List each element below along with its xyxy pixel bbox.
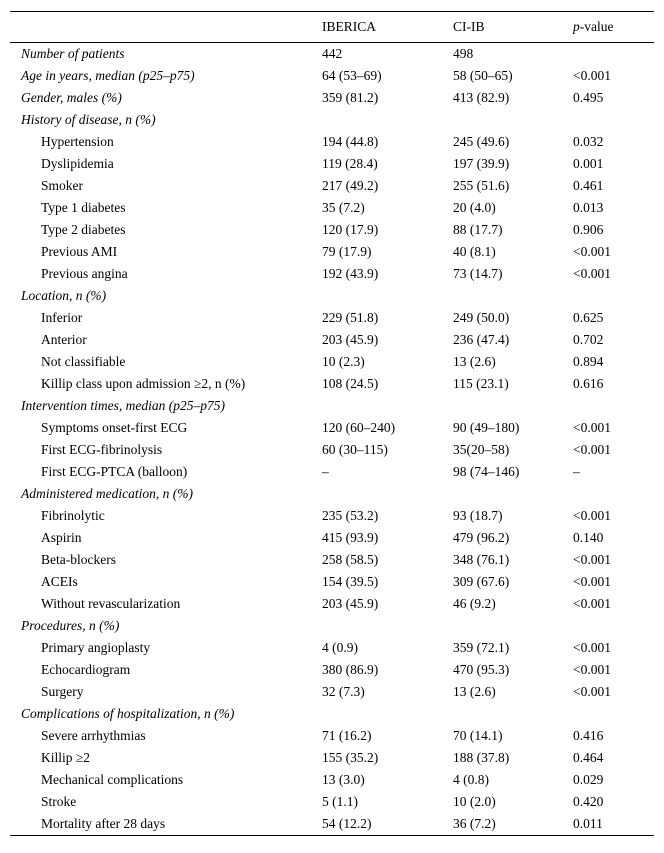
row-label: Anterior <box>41 332 87 347</box>
header-p-italic: p <box>573 19 580 34</box>
cell-iberica: 54 (12.2) <box>322 816 372 831</box>
table-row <box>10 241 654 263</box>
cell-ci-ib: 58 (50–65) <box>453 68 513 83</box>
cell-p-value: – <box>573 464 580 479</box>
cell-iberica: 203 (45.9) <box>322 596 379 611</box>
cell-iberica: 203 (45.9) <box>322 332 379 347</box>
cell-iberica: 229 (51.8) <box>322 310 379 325</box>
cell-p-value: <0.001 <box>573 662 611 677</box>
cell-ci-ib: 255 (51.6) <box>453 178 510 193</box>
cell-p-value: <0.001 <box>573 596 611 611</box>
row-label: Killip class upon admission ≥2, n (%) <box>41 376 246 391</box>
table-row <box>10 703 654 725</box>
table-header <box>10 12 654 43</box>
row-label: Type 1 diabetes <box>41 200 126 215</box>
cell-iberica: 155 (35.2) <box>322 750 379 765</box>
cell-ci-ib: 236 (47.4) <box>453 332 510 347</box>
row-label: Number of patients <box>21 46 125 61</box>
row-label: Without revascularization <box>41 596 181 611</box>
header-p-rest: -value <box>579 19 614 34</box>
cell-p-value: <0.001 <box>573 68 611 83</box>
row-label: Mortality after 28 days <box>41 816 166 831</box>
row-label: Smoker <box>41 178 83 193</box>
cell-ci-ib: 70 (14.1) <box>453 728 503 743</box>
row-label: Not classifiable <box>41 354 126 369</box>
cell-iberica: 192 (43.9) <box>322 266 379 281</box>
row-label: Primary angioplasty <box>41 640 151 655</box>
cell-p-value: <0.001 <box>573 684 611 699</box>
table-row <box>10 285 654 307</box>
cell-ci-ib: 245 (49.6) <box>453 134 510 149</box>
cell-ci-ib: 88 (17.7) <box>453 222 503 237</box>
row-label: ACEIs <box>41 574 78 589</box>
cell-ci-ib: 188 (37.8) <box>453 750 510 765</box>
cell-iberica: 154 (39.5) <box>322 574 379 589</box>
cell-ci-ib: 98 (74–146) <box>453 464 520 479</box>
row-label: Previous angina <box>41 266 128 281</box>
cell-iberica: 79 (17.9) <box>322 244 372 259</box>
table-row <box>10 747 654 769</box>
cell-iberica: 13 (3.0) <box>322 772 365 787</box>
cell-iberica: 120 (60–240) <box>322 420 396 435</box>
cell-p-value: <0.001 <box>573 266 611 281</box>
table-row <box>10 681 654 703</box>
row-label: Killip ≥2 <box>41 750 91 765</box>
cell-iberica: 32 (7.3) <box>322 684 365 699</box>
cell-ci-ib: 90 (49–180) <box>453 420 520 435</box>
cell-iberica: 71 (16.2) <box>322 728 372 743</box>
cell-iberica: 108 (24.5) <box>322 376 379 391</box>
cell-iberica: 235 (53.2) <box>322 508 379 523</box>
row-label: Type 2 diabetes <box>41 222 126 237</box>
cell-ci-ib: 73 (14.7) <box>453 266 503 281</box>
row-label: Beta-blockers <box>41 552 116 567</box>
cell-ci-ib: 10 (2.0) <box>453 794 496 809</box>
row-label: Previous AMI <box>41 244 118 259</box>
table-row <box>10 175 654 197</box>
row-label: First ECG-fibrinolysis <box>41 442 163 457</box>
table-row <box>10 461 654 483</box>
cell-iberica: 380 (86.9) <box>322 662 379 677</box>
cell-ci-ib: 348 (76.1) <box>453 552 510 567</box>
cell-ci-ib: 36 (7.2) <box>453 816 496 831</box>
table-row <box>10 615 654 637</box>
header-p-value <box>573 12 613 42</box>
header-iberica: IBERICA <box>322 19 376 34</box>
cell-iberica: 35 (7.2) <box>322 200 365 215</box>
cell-ci-ib: 40 (8.1) <box>453 244 496 259</box>
cell-ci-ib: 359 (72.1) <box>453 640 510 655</box>
header-ci-ib: CI-IB <box>453 19 485 34</box>
row-label: Symptoms onset-first ECG <box>41 420 188 435</box>
cell-p-value: <0.001 <box>573 508 611 523</box>
row-label: First ECG-PTCA (balloon) <box>41 464 188 479</box>
table-row <box>10 87 654 109</box>
row-label: Complications of hospitalization, n (%) <box>21 706 235 721</box>
cell-ci-ib: 13 (2.6) <box>453 684 496 699</box>
row-label: Echocardiogram <box>41 662 131 677</box>
table-row <box>10 571 654 593</box>
table-row <box>10 483 654 505</box>
table-row <box>10 395 654 417</box>
cell-iberica: 217 (49.2) <box>322 178 379 193</box>
cell-p-value: 0.906 <box>573 222 604 237</box>
cell-p-value: 0.001 <box>573 156 604 171</box>
cell-p-value: <0.001 <box>573 640 611 655</box>
cell-iberica: 64 (53–69) <box>322 68 382 83</box>
cell-iberica: 120 (17.9) <box>322 222 379 237</box>
cell-ci-ib: 93 (18.7) <box>453 508 503 523</box>
cell-ci-ib: 35(20–58) <box>453 442 510 457</box>
table-row <box>10 65 654 87</box>
cell-iberica: 258 (58.5) <box>322 552 379 567</box>
cell-p-value: <0.001 <box>573 574 611 589</box>
cell-p-value: 0.032 <box>573 134 604 149</box>
cell-iberica: 194 (44.8) <box>322 134 379 149</box>
table-row <box>10 307 654 329</box>
cell-p-value: 0.416 <box>573 728 604 743</box>
cell-p-value: <0.001 <box>573 244 611 259</box>
cell-p-value: 0.894 <box>573 354 604 369</box>
table-body <box>10 43 654 835</box>
row-label: Stroke <box>41 794 77 809</box>
cell-ci-ib: 498 <box>453 46 474 61</box>
table-row <box>10 43 654 65</box>
comparison-table <box>10 11 654 836</box>
cell-iberica: 60 (30–115) <box>322 442 388 457</box>
row-label: Surgery <box>41 684 84 699</box>
cell-ci-ib: 470 (95.3) <box>453 662 510 677</box>
cell-p-value: 0.461 <box>573 178 604 193</box>
cell-ci-ib: 309 (67.6) <box>453 574 510 589</box>
cell-ci-ib: 249 (50.0) <box>453 310 510 325</box>
table-row <box>10 593 654 615</box>
table-row <box>10 505 654 527</box>
row-label: Gender, males (%) <box>21 90 122 105</box>
row-label: Aspirin <box>41 530 82 545</box>
row-label: Inferior <box>41 310 83 325</box>
row-label: Hypertension <box>41 134 114 149</box>
cell-p-value: 0.140 <box>573 530 604 545</box>
cell-p-value: 0.464 <box>573 750 604 765</box>
cell-p-value: 0.011 <box>573 816 603 831</box>
table-row <box>10 527 654 549</box>
table-row <box>10 263 654 285</box>
table-row <box>10 109 654 131</box>
cell-iberica: 442 <box>322 46 343 61</box>
row-label: Procedures, n (%) <box>21 618 120 633</box>
row-label: Mechanical complications <box>41 772 184 787</box>
cell-p-value: 0.702 <box>573 332 604 347</box>
table-row <box>10 549 654 571</box>
cell-iberica: 119 (28.4) <box>322 156 378 171</box>
cell-p-value: 0.495 <box>573 90 604 105</box>
row-label: History of disease, n (%) <box>21 112 156 127</box>
table-row <box>10 373 654 395</box>
row-label: Administered medication, n (%) <box>21 486 193 501</box>
table-row <box>10 637 654 659</box>
table-row <box>10 791 654 813</box>
row-label: Intervention times, median (p25–p75) <box>21 398 225 413</box>
table-row <box>10 417 654 439</box>
cell-p-value: 0.420 <box>573 794 604 809</box>
cell-iberica: 5 (1.1) <box>322 794 358 809</box>
row-label: Severe arrhythmias <box>41 728 146 743</box>
row-label: Dyslipidemia <box>41 156 114 171</box>
table-row <box>10 329 654 351</box>
row-label: Location, n (%) <box>21 288 107 303</box>
table-row <box>10 439 654 461</box>
cell-p-value: <0.001 <box>573 420 611 435</box>
cell-ci-ib: 115 (23.1) <box>453 376 509 391</box>
table-row <box>10 153 654 175</box>
row-label: Age in years, median (p25–p75) <box>21 68 195 83</box>
table-row <box>10 659 654 681</box>
cell-p-value: 0.029 <box>573 772 604 787</box>
cell-ci-ib: 13 (2.6) <box>453 354 496 369</box>
cell-iberica: 10 (2.3) <box>322 354 365 369</box>
cell-p-value: 0.013 <box>573 200 604 215</box>
cell-p-value: <0.001 <box>573 442 611 457</box>
cell-iberica: – <box>322 464 329 479</box>
table-row <box>10 197 654 219</box>
cell-p-value: 0.625 <box>573 310 604 325</box>
table-row <box>10 769 654 791</box>
table-row <box>10 725 654 747</box>
cell-iberica: 359 (81.2) <box>322 90 379 105</box>
table-row <box>10 131 654 153</box>
table-row <box>10 813 654 835</box>
cell-iberica: 4 (0.9) <box>322 640 358 655</box>
cell-p-value: 0.616 <box>573 376 604 391</box>
cell-ci-ib: 413 (82.9) <box>453 90 510 105</box>
cell-ci-ib: 46 (9.2) <box>453 596 496 611</box>
table-row <box>10 219 654 241</box>
cell-ci-ib: 4 (0.8) <box>453 772 489 787</box>
cell-ci-ib: 197 (39.9) <box>453 156 510 171</box>
cell-p-value: <0.001 <box>573 552 611 567</box>
cell-ci-ib: 20 (4.0) <box>453 200 496 215</box>
cell-ci-ib: 479 (96.2) <box>453 530 510 545</box>
row-label: Fibrinolytic <box>41 508 105 523</box>
table-row <box>10 351 654 373</box>
cell-iberica: 415 (93.9) <box>322 530 379 545</box>
